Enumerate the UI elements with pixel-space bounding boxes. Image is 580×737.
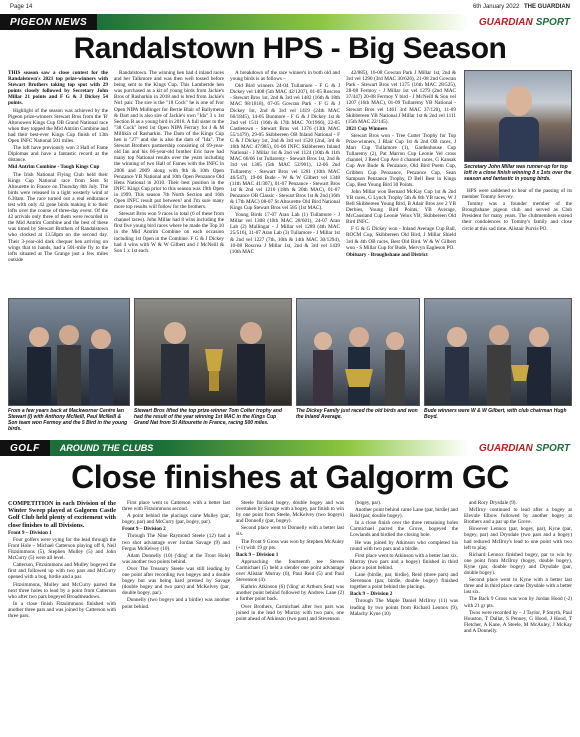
section-tag-golf: GOLF: [0, 440, 50, 456]
photo-dickey-family: [296, 298, 420, 406]
article2-paragraph: Kathrin Atkinson (6) ('ding' at Arthurs Seat) was another point behind followed by Andrew Lane (2) a further point back.: [236, 584, 344, 603]
article1-paragraph: Young Birds 17-07 Aran Lab (1) Tullamore - J Millar vel 1308 (10th MAC 28/601), 24-07 Aran Lab (2) Mullingar - J Millar vel 1289 (4th MAC 25/516), 31-07 Aran Lab (3) Tullamore - J Millar 1st & 2nd vel 1227 (7th, 10th & 14th MAC 30/1294), 10-08 Roscrea J Millar 1st, 2nd & 3rd vel 1439 (10th MAC: [230, 212, 340, 255]
article-headline-randalstown: Randalstown HPS - Big Season: [73, 32, 507, 65]
article1-paragraph: F G & G Dickey won - Inland Average Cup Ball, ROCM Cup, Skibbereen Old Bird, J Millar Shield 3rd & 4th OB races, Best Old Bird. W & W Gilbert won - S Millar Cup for Bude, Mervyn Eagleson PO.: [346, 226, 456, 251]
article1-paragraph: 42/885), 16-08 Gowran Park J Millar 1st, 2nd & 3rd vel 1290 (3rd MAC 30/626), 21-08 2nd Gowran Park - Stewart Bros vel 1375 (16th MAC 28/525), 28-08 Fermoy - J Millar 1st vel 1279 (2nd MAC 37/447) 20-08 Fermoy Y bird - J McNeill & Son vel 1207 (16th MAC), 01-09 Tullaremy YB National - Stewart Bros vel 1461 3rd MAC 37/120), 11-09 Skibbereen YB National J Millar 1st & 2nd vel 1111 (15th MAC 22/145).: [346, 70, 456, 125]
caption-dickey-family: The Dickey Family just raced the old birds and won the Inland Average.: [296, 408, 418, 420]
brand-sport: SPORT: [535, 16, 570, 28]
article1-col4: [346, 70, 456, 292]
article2-col1: [8, 500, 116, 732]
article2-subhead: Back 9 – Division 2: [350, 591, 393, 598]
article1-col2: [114, 70, 224, 292]
article2-col5: [464, 500, 572, 732]
caption-stewart-bros: Stewart Bros lifted the top prize-winner Tom Colter trophy and had the result of the year winning 1st MAC in the Kings Cup Grand Nat from St Altourette in France, racing 500 miles.: [134, 408, 282, 426]
article1-paragraph: Tommy was a founder member of the Broughshane pigeon club and served as Club President for many years. The clubmembers extend their condolences to Tommy's family and close circle at this sad time. Alistair Purvis PO.: [462, 201, 572, 232]
article2-paragraph: The Back 9 Gross was won by Jordan Hood (-2) with 21 gr pts.: [464, 596, 572, 609]
article2-paragraph: Adam Donnelly (10) ('ding' at the Trout Hole) was another two points behind.: [122, 552, 230, 565]
brand-sport: SPORT: [535, 442, 570, 454]
article2-subhead: Front 9 – Division 2: [122, 526, 166, 533]
paper-name: THE GUARDIAN: [524, 4, 570, 10]
article2-paragraph: Steele finished bogey, double bogey and was overtaken by Savage with a bogey, par finish to win by one point from Steele, McKelvey (two bogeys) and Donnelly (par, bogey).: [236, 500, 344, 525]
article2-subhead: Front 9 – Division 1: [8, 529, 52, 536]
article1-paragraph: Stewart Bros won - Tree Cutter Trophy for Top Prize-winners, J Blair Cup 1st & 2nd OB races, J Marr Cup Tullamore (1), Gardenhouse Cup Tullaremy (2), Pat Marron Cup Leonie Vel cross channel, J Reed Cup Ave 4 channel races, G Kansak Cup Ave Bude & Penzance, Old Bird Poem Cup, Gribben Cup Penzance, Penzance Cup, Sean Sampson Penzance Trophy, D Bell Best in Kings Cup, Best Young Bird 30 Points.: [346, 132, 456, 188]
article2-paragraph: Through The Nine Raymond Steele (12) had a two shot advantage over Jordan Savage (9) and Fergus McKelvey (10).: [122, 533, 230, 552]
photo-bude-winners: [424, 298, 572, 406]
article2-subhead: Back 9 – Division 1: [236, 551, 279, 558]
photo-trophy-scene: [135, 299, 292, 406]
section-bar-gradient: [163, 440, 469, 456]
section-bar-gradient: [97, 14, 469, 30]
article1-paragraph: Highlight of the season was achieved by the Pigeon prize-winners Stewart Bros from the 'B' Altonowen Kings Cup OB Grand National race when they topped the Mid Antrim Combine and had their best-ever Kings Cup finish of 13th Open INFC National 501 miles.: [8, 107, 108, 145]
article2-col3: [236, 500, 344, 732]
article-headline-galgorm: Close finishes at Galgorm GC: [71, 459, 509, 495]
page-header: [0, 0, 580, 14]
article2-paragraph: (bogey, par).: [355, 500, 382, 506]
photo-stewart-bros-trophy: [134, 298, 292, 406]
issue-date: [473, 4, 570, 10]
article2-paragraph: Second place went to Kyne with a better last three and in third place came Drysdale with a better last six.: [464, 577, 572, 596]
section-tag-pigeon-news: PIGEON NEWS: [0, 14, 97, 30]
caption-ian-stewart: From a few years back at Mackworner Centre Ian Stewart (l) with Anthony McNeill, Paul McNeill & Son team won Fermoy and the 5 Bird in the young birds.: [8, 408, 128, 432]
article2-paragraph: Second place went to Donnelly with a better last six.: [236, 525, 344, 538]
article2-lead: COMPETITION in each Division of the Winter Sweep played at Galgorm Castle Golf Club held plenty of excitement with close finishes to all Divisions.: [8, 500, 116, 529]
article2-paragraph: In a close finish over the three remaining holes Carmichael parred the Grove, bogeyed the Lowlands and birdied the closing hole.: [350, 520, 458, 539]
article1-paragraph: John Millar won Bernard McKay Cup 1st & 2nd YB races, G Lynch Trophy 5th & 6th YB races, W J Bell Skibbereen Young Bird, B Adair Bros ave 2 YB Derbies, Young Bird Points, YB Average, McCausland Cup Leonie Velox YB, Skibbereen Old Bird INFC.: [346, 188, 456, 226]
article2-paragraph: McIlroy continued to lead after a bogey at Elevule Elbow followed by another bogey at Brothers and a par up the Grove.: [464, 507, 572, 526]
article2-paragraph: However Lennox (par, bogey, par), Kyne (par, bogey, par) and Drysdale (two pars and a bogey) had reduced McIlroy's lead to one point with two left to play.: [464, 526, 572, 551]
article2-paragraph: First place went to Atkinson with a better last six. Murray (two pars and a bogey) finished in third place a point behind.: [350, 552, 458, 571]
photo-winners-figures: [425, 299, 572, 406]
article1-paragraph: A breakdown of the race winner's in both old and young birds is as follows –: [230, 70, 340, 83]
article1-subhead: Obituary - Broughshane and District: [346, 251, 428, 258]
article2-paragraph: Over Brothers, Carmichael after two pars was joined in the lead by Murray with two pars, one point ahead of Atkinson (two pars) and Stevenson: [236, 603, 344, 622]
article1-col1: [8, 70, 108, 292]
article2-paragraph: and Rory Drysdale (9).: [469, 500, 517, 506]
article2-paragraph: Catterson, Fitzsimmons and Mulley bogeyed the first and followed up with two pars and McCurry opened with a bog, birdie and a par.: [8, 562, 116, 581]
article1-subhead: Mid Antrim Combine - Tough Kings Cup: [8, 164, 100, 171]
article2-paragraph: Through The Maple Daniel McIlroy (11) was leading by two points from Richard Lennox (9), Malachy Kyne (10): [350, 598, 458, 617]
article1-paragraph: Stewart Bros won 9 races in total (6 of these from channel races). John Millar had 8 wins including the first five young bird races where he made the Top 10 in the Mid Antrim Combine on each occasion including 1st Open in the Combine. F G & J Dickey had 4 wins with W & W Gilbert and J McNeill & Son 1 x 1st each.: [114, 211, 224, 254]
article1-lead: THIS season saw a close contest for the Randalstown's 2021 top prize-winners with Stewart Brothers taking top spot with 29 points closely followed by Secretary John Millar 21 points and F G & J Dickey 54 points.: [8, 70, 108, 107]
article2-paragraph: A point behind the placings came Mulley (par, bogey, par) and McCurry (par, bogey, par).: [122, 513, 230, 526]
article2-paragraph: Richard Lennox finished bogey, par to win by one point from McIlroy (bogey, double bogey), Kyne (par, double bogey) and Drysdale (par, double bogey).: [464, 551, 572, 577]
article2-paragraph: Twos were recorded by – J Taylor, P Smyth, Paul Houston, T Dallat, S Penney, G Hood, J Hood, T Fletcher, A Kane, A Steele, M McAuley, J McKay and A Donnelly.: [464, 609, 572, 634]
article2-paragraph: Another point behind came Lane (par, birdie) and Reid (par, double bogey).: [350, 507, 458, 520]
article2-paragraph: Lane (birdie, par, birdie), Reid (three pars) and Stevenson (par, birdie, double bogey) finished together a point behind the placings.: [350, 572, 458, 591]
photo-ian-stewart-mcneill: [8, 298, 130, 406]
section-tag-around-clubs: AROUND THE CLUBS: [50, 440, 164, 456]
article2-paragraph: Four golfers were vying for the lead through the Front Hole – Michael Catterson playing off 6, Neil Fitzsimmons (5), Stephen Mulley (5) and John McCurry (5) were all level.: [8, 536, 116, 562]
article1-paragraph: The Irish National Flying Club held their Kings Cup National race from Sent St Altourette in France on Thursday 8th July. The birds were released in a light westerly wind at 6.30am. The race turned out a real endurance test with only 42 gone birds making it to their lofts over the course of three-day event. Of the 42 arrivals only three of them were recorded in the Mid Antrim Combine and the best of these was timed by Stewart Brothers of Randalstown who clocked at 13.58pm on the second day. Their 3-year-old dark chequer hen arriving on wings that to hands, had a 501-mile fly to the lofts situated at The Grange just a few miles outside: [8, 171, 108, 263]
article2-col4: [350, 500, 458, 732]
photo-john-millar: [464, 70, 572, 162]
article2-paragraph: The Front 9 Gross was won by Stephen McAuley (+1) with 19 gr pts.: [236, 538, 344, 551]
brand-guardian: GUARDIAN: [478, 442, 533, 454]
article1-paragraph: The loft have previously won 3 Hall of Fame Diplomas and have a fantastic record at the distance.: [8, 145, 108, 164]
article2-col2: [122, 500, 230, 732]
guardian-sport-logo: [469, 440, 580, 456]
caption-john-millar: Secretary John Millar was runner-up for top loft in a close finish winning 8 x 1sts over the season and fantastic in young birds.: [464, 164, 572, 182]
article1-subhead: 2021 Cup Winners: [346, 125, 388, 132]
article2-paragraph: Fitzsimmons, Mulley and McCurry parred the next three holes to lead by a point from Catterson who after two pars bogeyed Broadmeadows.: [8, 581, 116, 600]
article1-col3: [230, 70, 340, 292]
article2-paragraph: In a close finish Fitzsimmons finished with another three pars and was joined by Catterson with three pars.: [8, 600, 116, 620]
article2-paragraph: Over The Treasury Steele was still leading by one point after recording two bogeys and a double bogey but was being hard pressed by Savage (double bogey and two pars) and McKelvey (par, double bogey, par).: [122, 565, 230, 597]
issue-date-text: 6th January 2022: [472, 4, 520, 10]
photo-figures: [9, 299, 130, 406]
guardian-sport-logo: [469, 14, 580, 30]
page-number: Page 14: [10, 4, 33, 10]
article2-body: [8, 500, 572, 732]
article1-paragraph: Old Bird winners 24-04 Tullamore - F G & J Dickey vel 1408 (5th MAC 42/1207), 01-05 Roscrea - Stewart Bros 1st, 2nd & 3rd vel 1482 (16th & 18th MAC 98/1818), 07-05 Gowran Park - F G & J Dickey 1st, 2nd & 3rd vel 1419 (24th MAC 66/1845), 14-05 Bunmore - F G & J Dickey 1st & 2nd vel 1511 (16th & 17th MAC 70/1966), 22-05 Castletown - Stewart Bros vel 1376 (13th MAC 55/1479), 29-05 Skibbereen OB Inland National - F G & J Dickey 1st, 2nd & 3rd vel 1520 (2nd, 3rd & 16th MAC 47/985), 01-06 INFC Skibbereen Inland National - J Millar 1st & 2nd vel 1124 (10th & 11th MAC 66/66 1st Tullaremy - Stewart Bros 1st, 2nd & 3rd vel 1305 (5th MAC 52/901), 12-06 2nd Tullaremy - Stewart Bros vel 1281 (10th MAC 46/547), 19-06 Bude - W & W Gilbert vel 1348 (11th MAC 41/307), 01-07 Penzance - Stewart Bros 1st & 2nd vel 1210 (18th & 20th MAC), 01-07 Penzance OB Classic - Stewart Bros 1st & 2nd (16th & 17th MAC) 08-07 St Altourette Old Bird National Kings Cup Stewart Bros vel 585 (1st MAC).: [230, 83, 340, 212]
article2-paragraph: Donnelly (two bogeys and a birdie) was another point behind.: [122, 597, 230, 610]
brand-guardian: GUARDIAN: [478, 16, 533, 28]
article2-paragraph: He was joined by Atkinson who completed his round with two pars and a birdie.: [350, 539, 458, 552]
article1-paragraph: Randalstown. The winning hen had 4 inland races and her Talkmore and was then well tossed before being sent to the Kings Cup. This Lambertde hen was purchased as a kit of young birds from Jackie's Bros of Rasharkin in 2018 and is bred from Jackie's No1 pair. The sire is the "18 Cock" he is one of Ivor Open NIPA Midlinger for Bertie Blair of Ballymena & Dart and is also sire of Jackie's own "Ida" 3 x 1st Section B as a young bird in 2018. A full sister to the "38 Cock" bred 1st Open NIPA Ferrary for J & M Millikin of Rasharkin. The Dam of the Kings Cup hen is "27" and she is also the dam of "Ida". The Stewart Brothers partnership consisting of 69-year-old Ian and his 66-year-old brother Eric have had many top National results over the years including the winning of two Hall of Fames with the INFC in 2006 and 2009 along with 9th & 10th Open Penzance YB National and 10th Open Penzance Old Hens National in 2010. Their best position in the INFC Kings Cup prior to this season was 19th Open in 1999. This season 7th North Section and 16th Open INFC result put between! and I'm sure many more top results will follow for the brothers.: [114, 70, 224, 211]
caption-bude-winners: Bude winners were W & W Gilbert, with club chairman Hugh Boyd.: [424, 408, 567, 420]
photo-figure: [465, 71, 572, 162]
golf-bar: [0, 440, 580, 456]
photo-family-figures: [297, 299, 420, 406]
article1-paragraph: HPS were saddened to hear of the passing of its member Tommy Sevvey.: [462, 188, 572, 201]
article2-paragraph: First place went to Catterson with a better last three with Fitzsimmons second.: [122, 500, 230, 513]
pigeon-news-bar: [0, 14, 580, 30]
article2-paragraph: Approaching the fourteenth tee Steven Carmichael (5) held a slender one point advantage over Alistair Murray (6), Paul Reid (5) and Paul Stevenson (4).: [236, 558, 344, 584]
